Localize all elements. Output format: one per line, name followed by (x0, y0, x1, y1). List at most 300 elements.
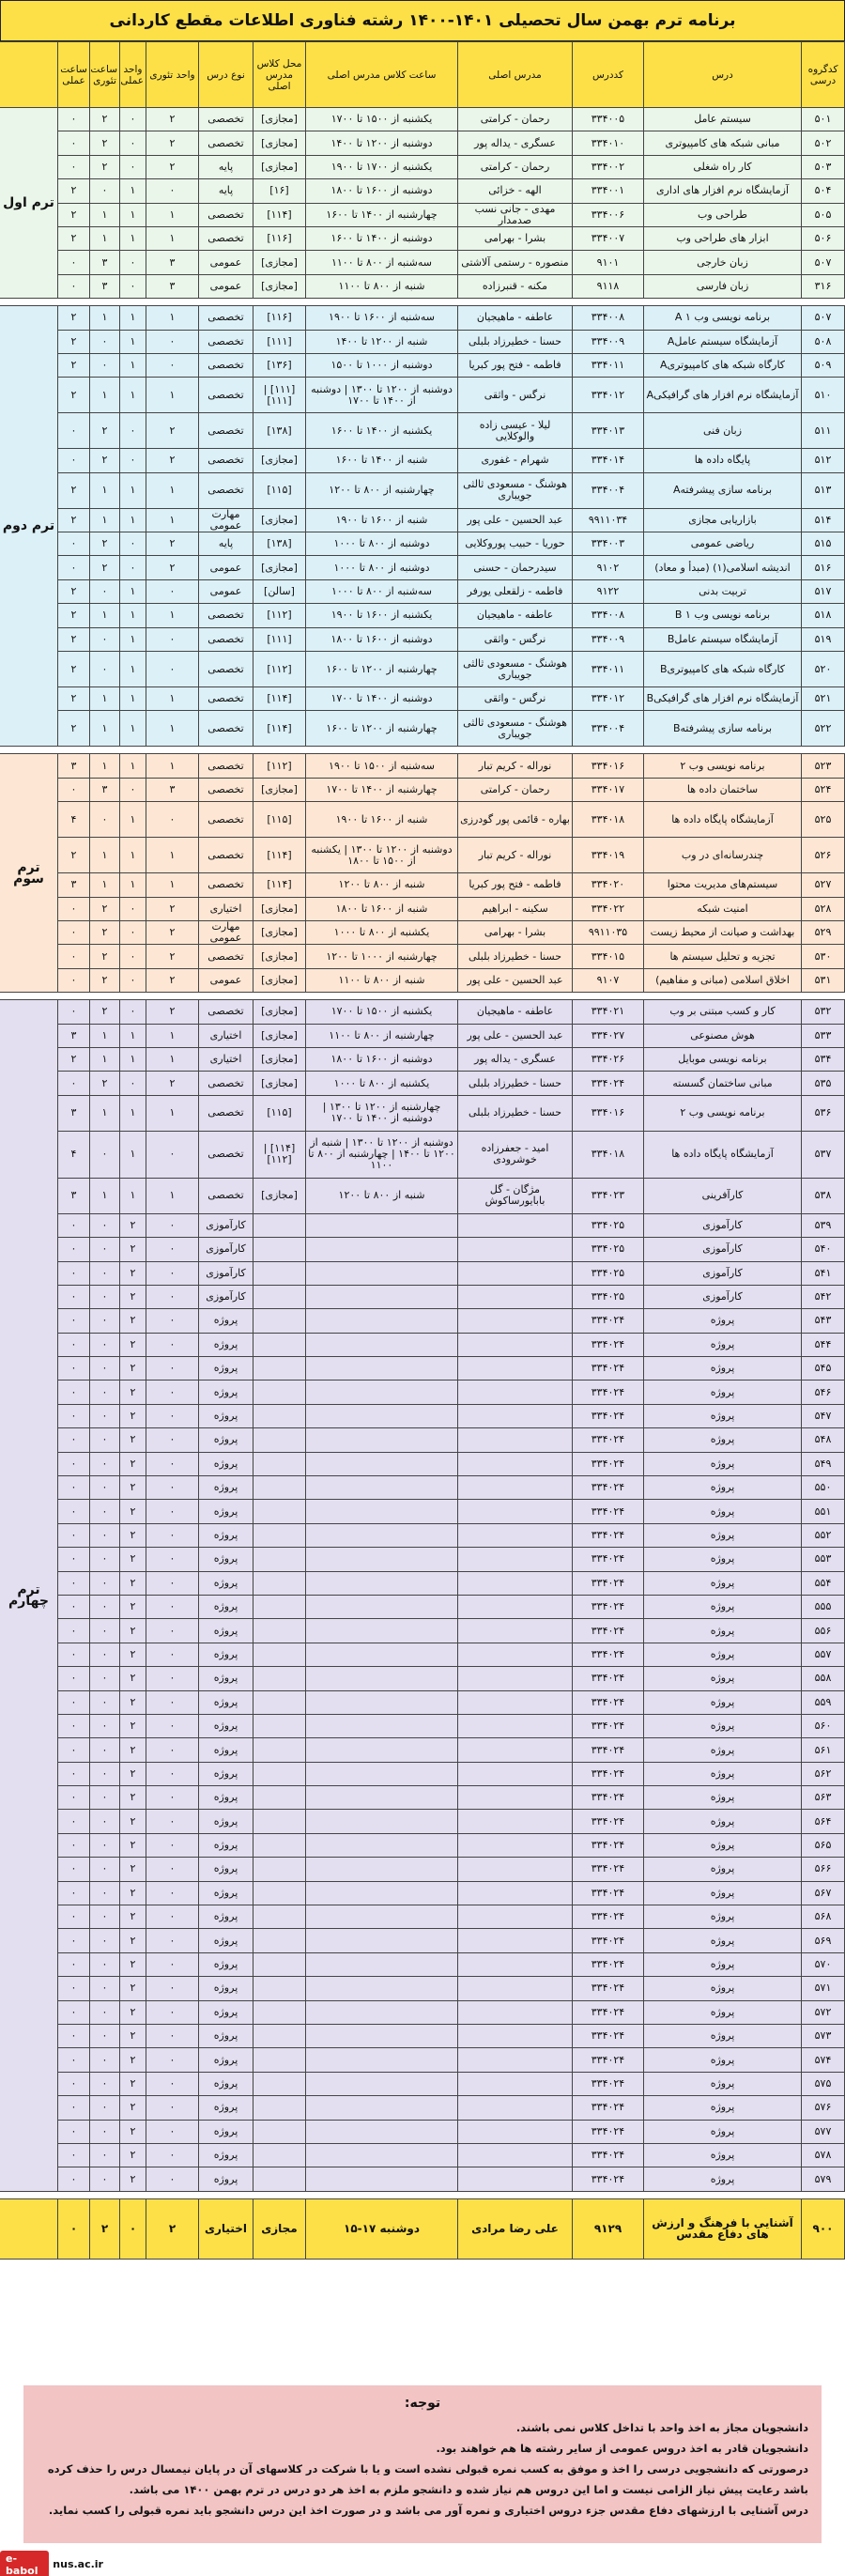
table-cell: ۰ (146, 1858, 199, 1881)
table-cell (306, 2096, 458, 2120)
table-cell: ۳۳۴۰۰۸ (573, 604, 644, 627)
column-header: نوع درس (199, 42, 254, 108)
table-cell: پروژه (644, 2000, 802, 2024)
table-cell: [۱۱۴] (254, 203, 306, 226)
table-cell: ۳۳۴۰۲۴ (573, 1428, 644, 1452)
table-cell: ۲ (146, 945, 199, 968)
table-cell: ۱ (90, 687, 120, 711)
table-cell: ۵۴۵ (802, 1357, 845, 1381)
table-row (0, 1595, 845, 1618)
table-cell (458, 1714, 573, 1737)
table-cell: ۰ (90, 579, 120, 603)
table-cell: [سالن] (254, 579, 306, 603)
table-cell: ۳۳۴۰۲۴ (573, 1858, 644, 1881)
table-cell: ۵۶۹ (802, 1929, 845, 1952)
table-cell: سکینه - ابراهیم (458, 897, 573, 920)
table-cell: ۳۳۴۰۲۴ (573, 1523, 644, 1547)
table-cell: ۵۲۷ (802, 873, 845, 897)
schedule-table (0, 41, 845, 2260)
table-cell (306, 1595, 458, 1618)
table-cell: ۲ (58, 378, 90, 413)
table-cell: [۱۱۲] (254, 652, 306, 687)
table-cell: پروژه (644, 1881, 802, 1905)
table-cell (254, 1381, 306, 1404)
table-cell: ۳۳۴۰۲۴ (573, 2096, 644, 2120)
table-cell (254, 1738, 306, 1762)
table-cell: ۱ (90, 203, 120, 226)
table-cell: [۱۱۵] (254, 1095, 306, 1131)
table-cell: علی رضا مرادی (458, 2198, 573, 2259)
table-cell: ۱ (146, 1024, 199, 1047)
table-cell: ۱ (90, 472, 120, 508)
table-cell: ۰ (90, 1357, 120, 1381)
table-row (0, 330, 845, 353)
table-cell: ۳ (58, 1178, 90, 1213)
table-cell (254, 1905, 306, 1929)
table-cell: پروژه (644, 1500, 802, 1523)
column-header: ساعت کلاس مدرس اصلی (306, 42, 458, 108)
table-cell: یکشنبه از ۱۷۰۰ تا ۱۹۰۰ (306, 155, 458, 178)
table-cell (254, 1643, 306, 1666)
table-cell: ۳۳۴۰۲۴ (573, 1476, 644, 1500)
table-cell: ۳۳۴۰۱۰ (573, 131, 644, 155)
term-column-header (0, 42, 58, 108)
table-cell: ۳۳۴۰۰۳ (573, 532, 644, 556)
table-cell: ۵۷۵ (802, 2072, 845, 2095)
table-cell: دوشنبه از ۸۰۰ تا ۱۰۰۰ (306, 532, 458, 556)
table-cell: ۰ (146, 1357, 199, 1381)
table-cell: ۰ (90, 1667, 120, 1690)
table-cell: ۳۳۴۰۲۵ (573, 1213, 644, 1237)
table-cell: ۳۳۴۰۲۴ (573, 1357, 644, 1381)
table-row (0, 472, 845, 508)
table-cell (306, 2048, 458, 2072)
table-cell: کارآموزی (644, 1213, 802, 1237)
table-cell: اختیاری (199, 897, 254, 920)
table-cell: سه‌شنبه از ۱۶۰۰ تا ۱۹۰۰ (306, 306, 458, 330)
table-cell: ۵۵۳ (802, 1548, 845, 1571)
table-cell (458, 2048, 573, 2072)
table-cell: ۱ (120, 687, 146, 711)
table-cell: ۱ (90, 873, 120, 897)
table-cell: پروژه (644, 2143, 802, 2167)
table-cell: ۵۷۹ (802, 2167, 845, 2191)
table-cell: ۰ (58, 1523, 90, 1547)
table-cell: ۵۲۳ (802, 754, 845, 778)
table-cell (458, 2000, 573, 2024)
table-cell: [۱۱۲] (254, 604, 306, 627)
table-cell: [مجازی] (254, 508, 306, 532)
table-row (0, 652, 845, 687)
table-cell: ۳۳۴۰۰۴ (573, 711, 644, 747)
table-cell: پروژه (644, 2072, 802, 2095)
table-cell: ۰ (58, 897, 90, 920)
table-cell: ۳۳۴۰۲۴ (573, 1881, 644, 1905)
table-row (0, 1333, 845, 1356)
table-cell: پروژه (199, 1786, 254, 1810)
table-cell: ۰ (58, 2025, 90, 2048)
table-cell: ۱ (90, 508, 120, 532)
table-cell: ۲ (146, 556, 199, 579)
table-cell (458, 1905, 573, 1929)
table-cell: ۳۳۴۰۲۴ (573, 1595, 644, 1618)
table-cell: ۰ (120, 413, 146, 449)
table-cell: کارآموزی (644, 1261, 802, 1285)
table-cell: ۱ (146, 604, 199, 627)
table-cell: کارآموزی (644, 1285, 802, 1308)
table-cell: ۹۱۲۹ (573, 2198, 644, 2259)
table-cell: پروژه (644, 1833, 802, 1857)
table-cell (458, 1667, 573, 1690)
table-cell: پروژه (199, 1381, 254, 1404)
table-cell (306, 1357, 458, 1381)
table-cell: ۰ (58, 1000, 90, 1024)
table-cell: ۵۱۶ (802, 556, 845, 579)
table-cell: ۰ (58, 251, 90, 274)
table-cell: پروژه (644, 1714, 802, 1737)
table-cell: ۱ (120, 508, 146, 532)
table-cell: ۲ (90, 532, 120, 556)
table-cell: ۰ (146, 2000, 199, 2024)
table-cell (254, 1452, 306, 1475)
table-cell: ۰ (120, 532, 146, 556)
table-cell: ۲ (120, 1738, 146, 1762)
table-cell: ۳۳۴۰۲۴ (573, 1548, 644, 1571)
gap-cell (0, 299, 845, 306)
table-cell (254, 1929, 306, 1952)
table-cell: ۲ (120, 1977, 146, 2000)
table-cell: کارآموزی (199, 1238, 254, 1261)
table-cell: ۰ (58, 1738, 90, 1762)
table-cell: ۱ (120, 652, 146, 687)
table-row (0, 274, 845, 298)
table-cell (458, 1738, 573, 1762)
table-cell: ۳ (58, 1095, 90, 1131)
table-row (0, 1977, 845, 2000)
table-cell (306, 1858, 458, 1881)
table-cell: اختیاری (199, 2198, 254, 2259)
table-cell: ۰ (90, 1929, 120, 1952)
table-cell: آزمایشگاه پایگاه داده ها (644, 1131, 802, 1178)
table-cell (306, 2143, 458, 2167)
table-cell: ۳۳۴۰۰۴ (573, 472, 644, 508)
table-cell: ۳۳۴۰۰۶ (573, 203, 644, 226)
table-cell: ۰ (120, 1072, 146, 1095)
table-cell: عاطفه - ماهیجیان (458, 306, 573, 330)
table-cell: ۰ (58, 131, 90, 155)
table-cell (306, 2025, 458, 2048)
table-cell: [۱۱۱] | [۱۱۱] (254, 378, 306, 413)
table-row (0, 1072, 845, 1095)
table-cell: پروژه (644, 1810, 802, 1833)
column-header: واحد عملی (120, 42, 146, 108)
table-cell: ۱ (146, 687, 199, 711)
table-row (0, 1929, 845, 1952)
table-cell: ۵۵۴ (802, 1571, 845, 1595)
table-cell: ۰ (120, 556, 146, 579)
table-cell: آزمایشگاه سیستم عاملB (644, 627, 802, 651)
table-cell: ۵۷۱ (802, 1977, 845, 2000)
table-cell: ۰ (90, 1833, 120, 1857)
term-gap (0, 2191, 845, 2198)
table-cell: ۰ (58, 155, 90, 178)
notes-box (23, 2385, 822, 2543)
table-cell: ۵۷۸ (802, 2143, 845, 2167)
table-cell: دوشنبه از ۸۰۰ تا ۱۰۰۰ (306, 556, 458, 579)
table-row (0, 1810, 845, 1833)
table-row (0, 1571, 845, 1595)
table-cell: یکشنبه از ۱۵۰۰ تا ۱۷۰۰ (306, 108, 458, 131)
table-cell: اختیاری (199, 1024, 254, 1047)
table-cell: ۵۵۹ (802, 1690, 845, 1714)
table-cell: ۵۰۲ (802, 131, 845, 155)
table-cell: ۲ (58, 579, 90, 603)
table-cell: پروژه (199, 2143, 254, 2167)
table-cell: ۰ (58, 1833, 90, 1857)
table-cell (306, 1548, 458, 1571)
table-cell: ۰ (90, 2167, 120, 2191)
table-cell: ۰ (120, 968, 146, 992)
table-cell: ۵۰۷ (802, 306, 845, 330)
table-cell: ۱ (120, 1178, 146, 1213)
table-cell: ۱ (146, 472, 199, 508)
table-cell: ۵۰۴ (802, 179, 845, 203)
table-cell: ۵۳۵ (802, 1072, 845, 1095)
table-cell (254, 1571, 306, 1595)
table-row (0, 1690, 845, 1714)
table-cell: دوشنبه از ۱۶۰۰ تا ۱۸۰۰ (306, 627, 458, 651)
table-cell: تخصصی (199, 711, 254, 747)
table-cell (306, 1833, 458, 1857)
table-cell: ۰ (146, 1428, 199, 1452)
table-cell: ۲ (58, 838, 90, 873)
table-cell: ۲ (58, 627, 90, 651)
table-cell: یکشنبه از ۱۵۰۰ تا ۱۷۰۰ (306, 1000, 458, 1024)
table-cell: ۲ (58, 508, 90, 532)
table-cell: ۱ (120, 1047, 146, 1071)
table-cell: ۲ (120, 1333, 146, 1356)
table-row (0, 1476, 845, 1500)
table-cell: ۳ (90, 274, 120, 298)
table-cell: ۰ (120, 778, 146, 801)
table-cell: یکشنبه از ۱۶۰۰ تا ۱۹۰۰ (306, 604, 458, 627)
table-cell: ۰ (90, 1786, 120, 1810)
table-cell: ۰ (58, 2198, 90, 2259)
table-cell: ۰ (58, 1357, 90, 1381)
table-cell: ۰ (146, 1452, 199, 1475)
table-cell: ۵۰۹ (802, 353, 845, 377)
table-cell: پروژه (644, 1452, 802, 1475)
table-cell: ۰ (90, 1977, 120, 2000)
table-cell (254, 1810, 306, 1833)
table-cell: ۴ (58, 1131, 90, 1178)
table-cell: پروژه (644, 1952, 802, 1976)
table-cell: ۰ (146, 1762, 199, 1785)
table-cell: شهرام - غفوری (458, 449, 573, 472)
table-cell: ۰ (90, 1905, 120, 1929)
table-cell: دوشنبه از ۱۲۰۰ تا ۱۴۰۰ (306, 131, 458, 155)
table-cell: پروژه (644, 1595, 802, 1618)
table-cell: ۲ (58, 203, 90, 226)
table-cell (254, 2143, 306, 2167)
table-cell: ۵۶۷ (802, 1881, 845, 1905)
table-cell: ۲ (146, 532, 199, 556)
table-cell: شنبه از ۱۶۰۰ تا ۱۹۰۰ (306, 802, 458, 838)
site-logo[interactable] (0, 2553, 103, 2576)
table-cell: ۰ (90, 1881, 120, 1905)
table-cell: ۲ (120, 1548, 146, 1571)
table-cell: ۵۳۸ (802, 1178, 845, 1213)
table-cell: ۰ (120, 920, 146, 944)
table-row (0, 579, 845, 603)
table-cell: ۰ (58, 1595, 90, 1618)
table-row (0, 353, 845, 377)
table-cell: ۵۶۱ (802, 1738, 845, 1762)
table-cell: تخصصی (199, 330, 254, 353)
table-cell (254, 1619, 306, 1643)
table-cell: ۲ (120, 1786, 146, 1810)
table-cell: ۵۵۶ (802, 1619, 845, 1643)
table-cell: پروژه (199, 2048, 254, 2072)
table-cell: ۱ (90, 378, 120, 413)
table-cell: زبان خارجی (644, 251, 802, 274)
table-cell: ۲ (120, 2120, 146, 2143)
table-cell: ۲ (120, 1571, 146, 1595)
table-cell: ۲ (120, 1762, 146, 1785)
table-cell (458, 1452, 573, 1475)
table-cell: ۵۷۳ (802, 2025, 845, 2048)
table-cell: ۰ (58, 1714, 90, 1737)
table-cell: ۵۵۷ (802, 1643, 845, 1666)
table-cell (458, 1333, 573, 1356)
table-cell: ۵۴۸ (802, 1428, 845, 1452)
table-cell: [۱۱۴] (254, 873, 306, 897)
table-cell: فاطمه - فتح پور کبریا (458, 873, 573, 897)
table-cell: پروژه (199, 1810, 254, 1833)
table-row (0, 449, 845, 472)
table-row (0, 1619, 845, 1643)
table-cell (458, 1476, 573, 1500)
table-cell: تخصصی (199, 945, 254, 968)
table-cell: پایه (199, 155, 254, 178)
table-cell: نرگس - واثقی (458, 627, 573, 651)
table-cell: ۳۳۴۰۲۴ (573, 1619, 644, 1643)
table-cell: ۰ (146, 353, 199, 377)
table-row (0, 627, 845, 651)
table-cell: ۰ (58, 1690, 90, 1714)
table-cell: ۱ (120, 353, 146, 377)
table-cell: ۰ (58, 1762, 90, 1785)
table-cell: ۳۳۴۰۲۴ (573, 1929, 644, 1952)
table-cell: ۰ (146, 1619, 199, 1643)
table-cell: ۲ (90, 413, 120, 449)
table-cell: ۲ (90, 920, 120, 944)
table-cell: ۳۳۴۰۲۴ (573, 1333, 644, 1356)
table-cell: تخصصی (199, 353, 254, 377)
table-cell: ۲ (146, 2198, 199, 2259)
table-cell: پروژه (199, 1619, 254, 1643)
table-cell: عسگری - یداله پور (458, 1047, 573, 1071)
table-cell: ۰ (58, 1667, 90, 1690)
table-cell: ۲ (90, 556, 120, 579)
table-cell: ۵۲۲ (802, 711, 845, 747)
table-cell (458, 1571, 573, 1595)
table-cell (254, 1333, 306, 1356)
table-cell: تخصصی (199, 226, 254, 250)
table-row (0, 1523, 845, 1547)
table-cell: ۱ (120, 330, 146, 353)
table-cell: ۵۱۹ (802, 627, 845, 651)
table-cell (458, 1357, 573, 1381)
table-cell: طراحی وب (644, 203, 802, 226)
table-cell: ۵۷۶ (802, 2096, 845, 2120)
table-cell: پروژه (644, 1357, 802, 1381)
table-cell: ۳۳۴۰۲۴ (573, 1977, 644, 2000)
table-cell: ۵۳۴ (802, 1047, 845, 1071)
table-row (0, 226, 845, 250)
table-cell: ۰ (90, 1690, 120, 1714)
table-cell: دوشنبه از ۱۴۰۰ تا ۱۷۰۰ (306, 687, 458, 711)
table-cell: ۳۳۴۰۲۴ (573, 1810, 644, 1833)
table-cell (458, 1643, 573, 1666)
table-cell: ۳۳۴۰۲۳ (573, 1178, 644, 1213)
table-cell: ۵۶۵ (802, 1833, 845, 1857)
table-cell: ۳۳۴۰۲۰ (573, 873, 644, 897)
table-cell: پروژه (199, 1333, 254, 1356)
table-cell: رحمان - کرامتی (458, 108, 573, 131)
table-cell: ۳۳۴۰۲۴ (573, 2167, 644, 2191)
table-cell: ۵۷۲ (802, 2000, 845, 2024)
table-cell: ۲ (120, 1452, 146, 1475)
table-cell: ۰ (146, 1476, 199, 1500)
table-cell: ۰ (90, 1404, 120, 1427)
term-label: ترم اول (0, 108, 58, 299)
table-cell: ۳۳۴۰۱۱ (573, 652, 644, 687)
table-cell: ۱ (120, 226, 146, 250)
table-cell: ۰ (146, 1833, 199, 1857)
table-cell: ۳۳۴۰۲۶ (573, 1047, 644, 1071)
table-row (0, 108, 845, 131)
table-cell: ۲ (90, 1072, 120, 1095)
table-cell: ۳۳۴۰۲۲ (573, 897, 644, 920)
table-cell: ۳۳۴۰۰۵ (573, 108, 644, 131)
table-row (0, 378, 845, 413)
table-cell: تخصصی (199, 778, 254, 801)
table-cell: ۰ (120, 251, 146, 274)
table-cell: ۲ (58, 604, 90, 627)
table-cell: ۱ (146, 378, 199, 413)
table-cell: ۰ (146, 1238, 199, 1261)
table-row (0, 873, 845, 897)
table-cell: [مجازی] (254, 449, 306, 472)
table-row (0, 2167, 845, 2191)
table-cell: ۰ (146, 1881, 199, 1905)
table-cell: ۰ (90, 1333, 120, 1356)
table-cell: کارآموزی (199, 1213, 254, 1237)
table-cell: [مجازی] (254, 968, 306, 992)
table-row (0, 1095, 845, 1131)
table-cell: پروژه (644, 2167, 802, 2191)
table-cell: ۵۱۸ (802, 604, 845, 627)
table-cell: ۵۵۸ (802, 1667, 845, 1690)
table-row (0, 2072, 845, 2095)
table-cell: ۵۴۱ (802, 1261, 845, 1285)
table-cell: تخصصی (199, 604, 254, 627)
table-cell: عبد الحسین - علی پور (458, 1024, 573, 1047)
table-cell: [مجازی] (254, 131, 306, 155)
table-cell: ۳۳۴۰۲۴ (573, 1643, 644, 1666)
table-cell (306, 2120, 458, 2143)
